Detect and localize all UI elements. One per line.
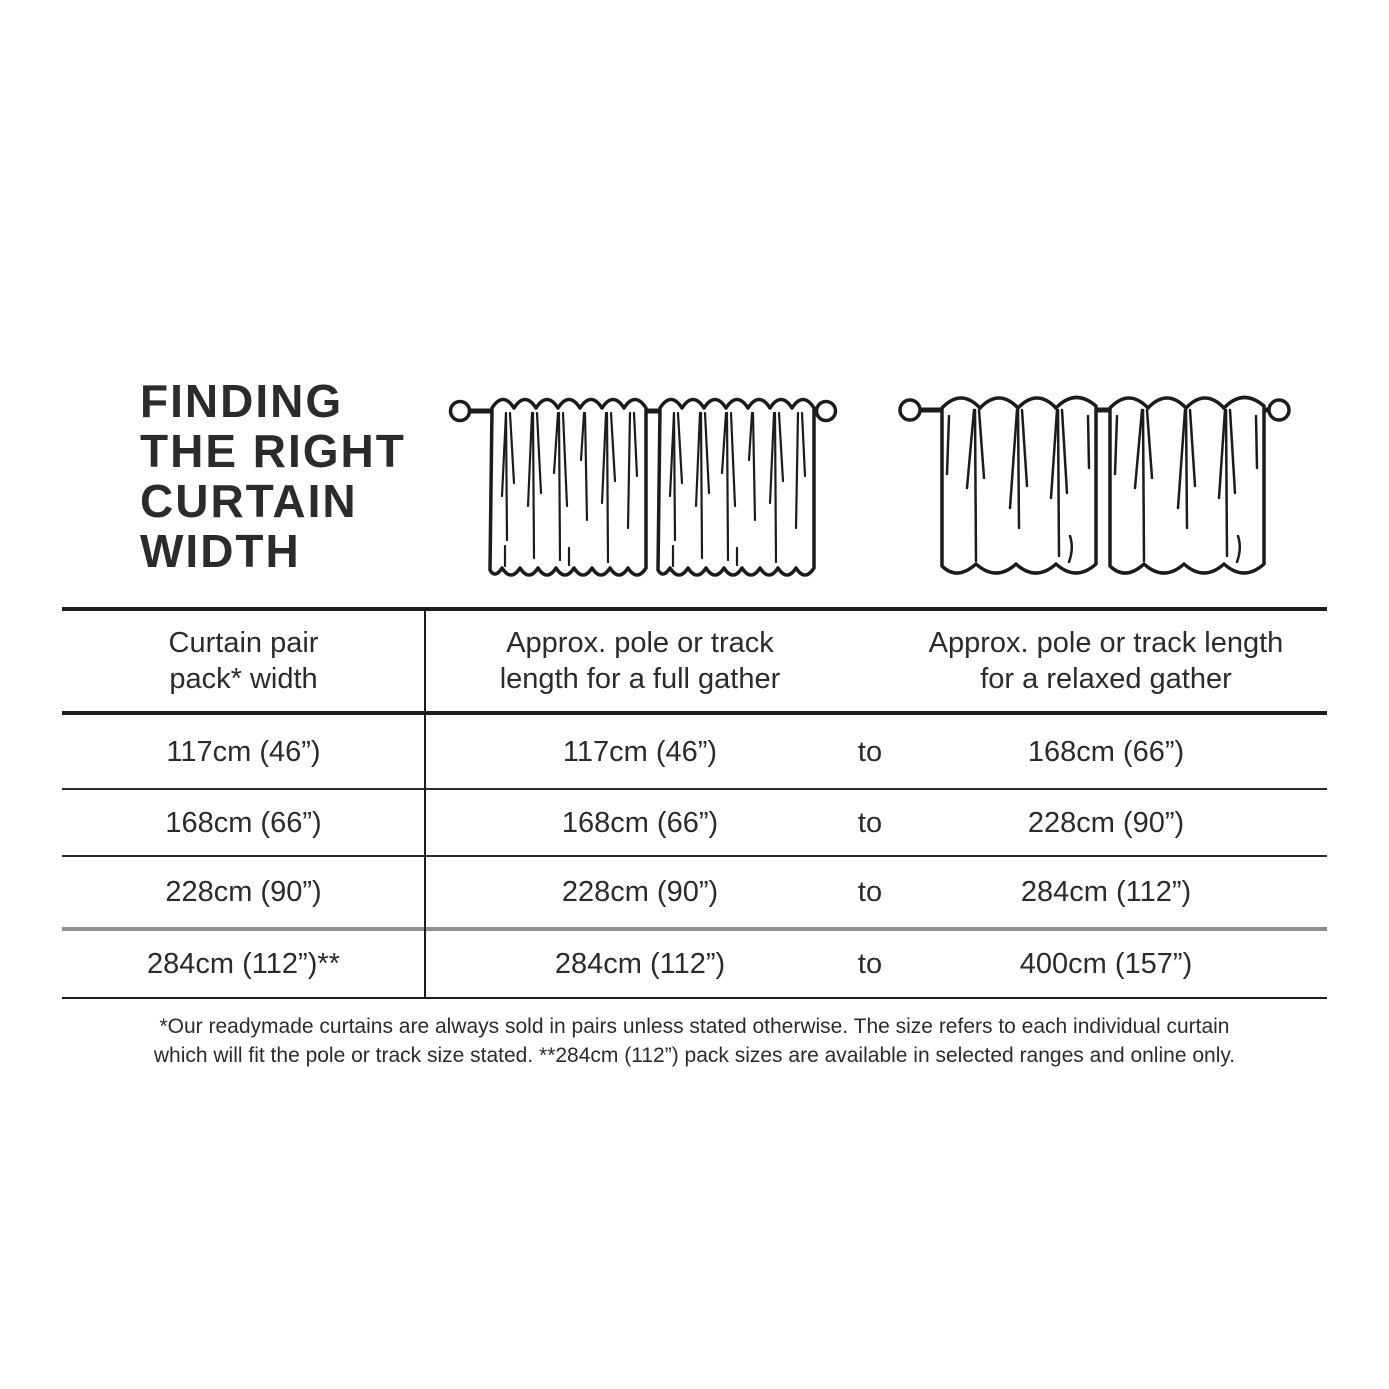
title-line: FINDING <box>140 375 344 427</box>
header-line: Approx. pole or track length <box>928 627 1284 659</box>
table-row <box>62 857 1327 931</box>
pack-width-value: 228cm (90”) <box>165 876 322 908</box>
header-line: Curtain pair <box>168 627 319 659</box>
header-line: pack* width <box>169 663 318 695</box>
footnote <box>0 1012 1389 1070</box>
relaxed-gather-curtains-icon <box>898 376 1293 591</box>
relaxed-gather-value: 284cm (112”) <box>1020 876 1192 908</box>
header-line: Approx. pole or track <box>506 627 774 659</box>
full-gather-value: 284cm (112”) <box>554 948 726 980</box>
footnote-line: which will fit the pole or track size stated. **284cm (112”) pack sizes are available in selected ranges and online only. <box>153 1044 1236 1067</box>
header-full-gather <box>425 625 855 697</box>
full-gather-value: 117cm (46”) <box>562 735 718 768</box>
header-line: for a relaxed gather <box>980 663 1232 695</box>
pack-width-value: 117cm (46”) <box>166 735 321 768</box>
size-table <box>62 607 1327 999</box>
pack-width-value: 284cm (112”)** <box>147 948 340 980</box>
header-relaxed-gather <box>885 625 1327 697</box>
footnote-line: *Our readymade curtains are always sold in pairs unless stated otherwise. The size refers to each individual curtain <box>159 1015 1230 1038</box>
table-row <box>62 931 1327 999</box>
full-gather-value: 228cm (90”) <box>561 876 719 908</box>
relaxed-gather-value: 400cm (157”) <box>1019 948 1193 980</box>
relaxed-gather-value: 228cm (90”) <box>1027 806 1185 839</box>
table-row <box>62 790 1327 857</box>
title-line: CURTAIN <box>140 475 358 527</box>
to-label: to <box>857 876 883 908</box>
full-gather-curtains-icon <box>448 378 838 590</box>
table-row <box>62 715 1327 790</box>
title-line: THE RIGHT <box>140 425 406 477</box>
header-line: length for a full gather <box>499 663 781 695</box>
pack-width-value: 168cm (66”) <box>165 806 322 839</box>
page-title <box>140 376 406 576</box>
relaxed-gather-value: 168cm (66”) <box>1027 735 1185 768</box>
full-gather-value: 168cm (66”) <box>561 806 719 839</box>
to-label: to <box>857 735 883 768</box>
title-line: WIDTH <box>140 525 301 577</box>
table-header-row <box>62 607 1327 715</box>
table-column-divider <box>424 607 426 999</box>
to-label: to <box>857 948 883 980</box>
to-label: to <box>857 806 883 839</box>
header-pack-width <box>62 625 425 697</box>
